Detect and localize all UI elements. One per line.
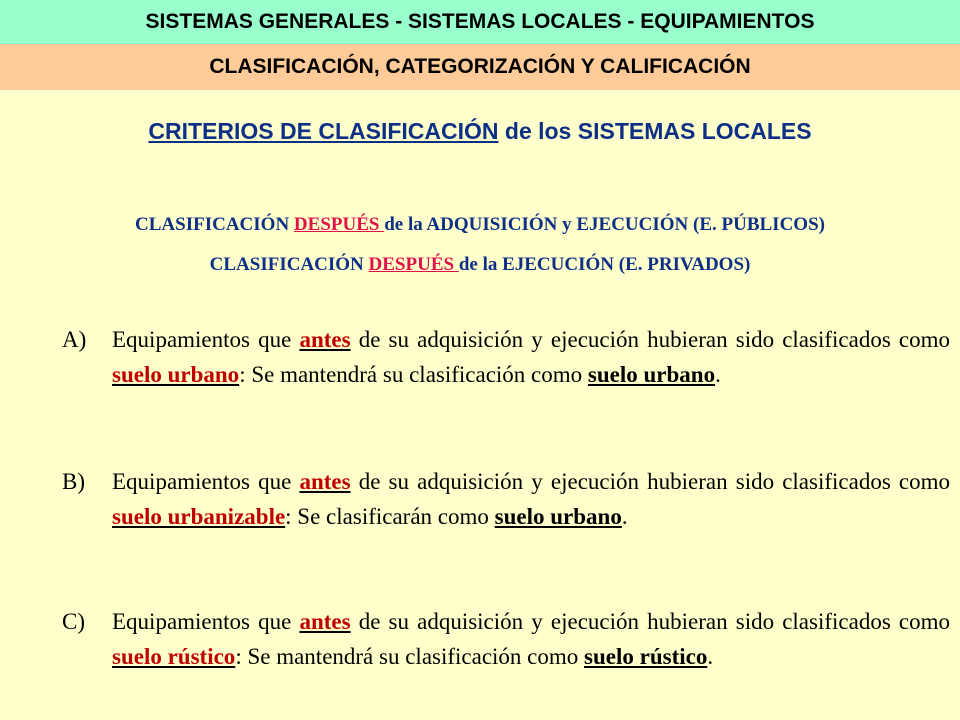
list-item-letter: A) — [62, 327, 87, 352]
keyword-suelo-before: suelo rústico — [112, 644, 236, 669]
text-run: Equipamientos que — [112, 327, 300, 352]
text-run: Equipamientos que — [112, 609, 300, 634]
header-title-bar — [0, 0, 960, 44]
list-item-b — [56, 464, 950, 534]
list-item-text — [112, 604, 950, 674]
header-subtitle-bar — [0, 44, 960, 90]
list-item-letter: C) — [62, 609, 85, 634]
text-run: . — [621, 504, 628, 529]
section-heading-rest: de los SISTEMAS LOCALES — [498, 118, 812, 144]
keyword-antes: antes — [299, 327, 351, 352]
keyword-antes: antes — [299, 609, 351, 634]
text-run: Equipamientos que — [112, 469, 300, 494]
section-heading — [0, 118, 960, 145]
list-item-letter: B) — [62, 469, 85, 494]
subheading-despues: DESPUÉS — [368, 254, 459, 275]
text-run: de su adquisición y ejecución hubieran sido clasificados como — [350, 609, 950, 634]
subheading-publicos — [0, 214, 960, 236]
text-run: de su adquisición y ejecución hubieran sido clasificados como — [350, 327, 950, 352]
subheading-pre: CLASIFICACIÓN — [135, 214, 294, 235]
text-run: . — [707, 644, 714, 669]
header-subtitle: CLASIFICACIÓN, CATEGORIZACIÓN Y CALIFICACIÓN — [209, 55, 751, 78]
text-run: : Se mantendrá su clasificación como — [239, 362, 588, 387]
keyword-suelo-before: suelo urbanizable — [112, 504, 286, 529]
subheading-pre: CLASIFICACIÓN — [209, 254, 369, 275]
subheading-privados — [0, 254, 960, 276]
header-title: SISTEMAS GENERALES - SISTEMAS LOCALES - EQUIPAMIENTOS — [145, 10, 815, 33]
list-item-a — [56, 322, 950, 392]
text-run: : Se clasificarán como — [285, 504, 495, 529]
subheading-despues: DESPUÉS — [293, 214, 385, 235]
keyword-suelo-after: suelo rústico — [584, 644, 708, 669]
keyword-suelo-after: suelo urbano — [494, 504, 622, 529]
section-heading-underlined: CRITERIOS DE CLASIFICACIÓN — [148, 118, 499, 144]
subheading-post: de la ADQUISICIÓN y EJECUCIÓN (E. PÚBLICOS) — [384, 214, 825, 235]
text-run: de su adquisición y ejecución hubieran sido clasificados como — [350, 469, 950, 494]
keyword-antes: antes — [299, 469, 351, 494]
text-run: . — [715, 362, 721, 387]
list-item-c — [56, 604, 950, 674]
keyword-suelo-after: suelo urbano — [587, 362, 716, 387]
text-run: : Se mantendrá su clasificación como — [235, 644, 585, 669]
list-item-text — [112, 464, 950, 534]
list-item-text — [112, 322, 950, 392]
keyword-suelo-before: suelo urbano — [112, 362, 240, 387]
subheading-post: de la EJECUCIÓN (E. PRIVADOS) — [458, 254, 751, 275]
